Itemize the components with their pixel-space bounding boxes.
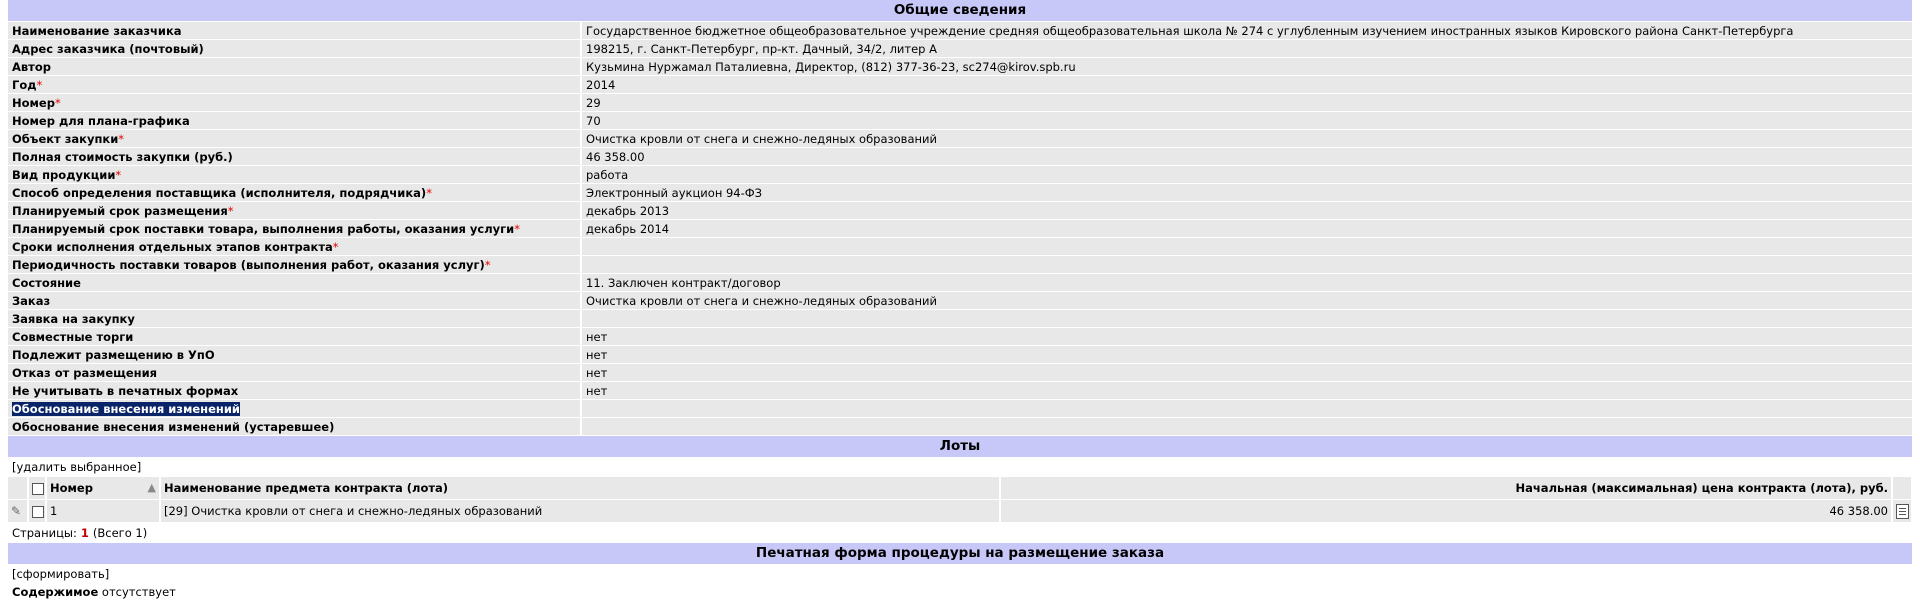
info-row (8, 58, 1912, 76)
info-label-cell (8, 202, 581, 220)
lots-header-blank (8, 477, 28, 500)
info-label-cell (8, 382, 581, 400)
lot-select-checkbox[interactable] (32, 506, 44, 518)
info-value: Электронный аукцион 94-ФЗ (581, 184, 1912, 202)
info-label-cell (8, 148, 581, 166)
lots-header-number-label: Номер (50, 481, 93, 495)
info-row (8, 346, 1912, 364)
info-row (8, 238, 1912, 256)
info-value: 46 358.00 (581, 148, 1912, 166)
info-row (8, 130, 1912, 148)
lots-header-number[interactable] (46, 477, 160, 500)
info-label: Состояние (12, 275, 81, 290)
info-label-cell (8, 112, 581, 130)
content-value: отсутствует (101, 585, 176, 599)
lots-header-price[interactable]: Начальная (максимальная) цена контракта (лота), руб. (1000, 477, 1892, 500)
info-value: 70 (581, 112, 1912, 130)
lots-section-title: Лоты (8, 436, 1912, 458)
info-label: Сроки исполнения отдельных этапов контракта (12, 239, 333, 254)
info-row (8, 364, 1912, 382)
required-mark: * (118, 131, 125, 146)
info-label: Планируемый срок размещения (12, 203, 228, 218)
info-row (8, 256, 1912, 274)
required-mark: * (484, 257, 491, 272)
info-label: Обоснование внесения изменений (устаревшее) (12, 419, 335, 434)
required-mark: * (227, 203, 234, 218)
pager-total: (Всего 1) (92, 526, 148, 540)
select-all-checkbox[interactable] (32, 483, 44, 495)
info-value: 2014 (581, 76, 1912, 94)
print-form-content (8, 584, 1912, 601)
info-value (581, 418, 1912, 436)
lot-price: 46 358.00 (1000, 500, 1892, 523)
info-label-cell (8, 346, 581, 364)
info-label: Наименование заказчика (12, 23, 182, 38)
info-label: Полная стоимость закупки (руб.) (12, 149, 233, 164)
required-mark: * (54, 95, 61, 110)
pager-label: Страницы: (12, 526, 77, 540)
info-label: Номер (12, 95, 55, 110)
print-form-section-title: Печатная форма процедуры на размещение заказа (8, 543, 1912, 565)
info-row (8, 274, 1912, 292)
info-value (581, 256, 1912, 274)
info-value: работа (581, 166, 1912, 184)
lot-row (8, 500, 1912, 523)
required-mark: * (115, 167, 122, 182)
info-value: Государственное бюджетное общеобразовательное учреждение средняя общеобразовательная школа № 274 с углубленным изучением иностранных языков Кировского района Санкт-Петербурга (581, 22, 1912, 40)
info-label-cell (8, 22, 581, 40)
info-label-cell (8, 130, 581, 148)
info-label-cell (8, 274, 581, 292)
lot-edit-cell (8, 500, 28, 523)
info-value: нет (581, 346, 1912, 364)
info-label-cell (8, 58, 581, 76)
info-row (8, 184, 1912, 202)
info-label: Периодичность поставки товаров (выполнения работ, оказания услуг) (12, 257, 485, 272)
info-label: Подлежит размещению в УпО (12, 347, 215, 362)
document-icon[interactable] (1896, 504, 1909, 519)
info-row (8, 166, 1912, 184)
required-mark: * (426, 185, 432, 200)
lot-name: [29] Очистка кровли от снега и снежно-ледяных образований (160, 500, 1000, 523)
info-row (8, 400, 1912, 418)
info-value: Очистка кровли от снега и снежно-ледяных образований (581, 130, 1912, 148)
info-label-cell (8, 364, 581, 382)
info-label: Автор (12, 59, 51, 74)
general-section-title: Общие сведения (8, 0, 1912, 22)
general-info-table (8, 22, 1912, 436)
lot-doc-cell (1892, 500, 1912, 523)
info-label-cell (8, 238, 581, 256)
info-row (8, 292, 1912, 310)
info-label: Заявка на закупку (12, 311, 135, 326)
required-mark: * (332, 239, 339, 254)
info-label: Год (12, 77, 37, 92)
pager-current-page[interactable]: 1 (80, 526, 89, 540)
info-row (8, 418, 1912, 436)
lots-header-row (8, 477, 1912, 500)
info-value (581, 238, 1912, 256)
lot-checkbox-cell (28, 500, 46, 523)
info-value: 198215, г. Санкт-Петербург, пр-кт. Дачный, 34/2, литер А (581, 40, 1912, 58)
info-value (581, 310, 1912, 328)
info-label-cell (8, 310, 581, 328)
lots-header-name[interactable]: Наименование предмета контракта (лота) (160, 477, 1000, 500)
info-value: нет (581, 364, 1912, 382)
info-row (8, 22, 1912, 40)
info-value: нет (581, 382, 1912, 400)
info-row (8, 202, 1912, 220)
info-label-cell (8, 328, 581, 346)
info-row (8, 328, 1912, 346)
info-row (8, 112, 1912, 130)
info-value (581, 400, 1912, 418)
info-label-cell (8, 76, 581, 94)
info-value: Очистка кровли от снега и снежно-ледяных образований (581, 292, 1912, 310)
info-value: декабрь 2014 (581, 220, 1912, 238)
info-label-cell (8, 220, 581, 238)
info-value: 11. Заключен контракт/договор (581, 274, 1912, 292)
info-label-cell (8, 40, 581, 58)
lots-header-checkbox-cell (28, 477, 46, 500)
info-label-cell (8, 256, 581, 274)
page (8, 0, 1912, 601)
info-label: Планируемый срок поставки товара, выполнения работы, оказания услуги (12, 221, 515, 236)
info-row (8, 310, 1912, 328)
lots-toolbar (8, 458, 1912, 477)
pager (8, 523, 1912, 543)
info-label-cell (8, 166, 581, 184)
info-label: Обоснование внесения изменений (12, 401, 240, 416)
info-value: декабрь 2013 (581, 202, 1912, 220)
info-value: нет (581, 328, 1912, 346)
info-label: Вид продукции (12, 167, 116, 182)
generate-link[interactable]: [сформировать] (12, 567, 110, 581)
info-row (8, 76, 1912, 94)
info-label-cell (8, 184, 581, 202)
required-mark: * (514, 221, 520, 236)
content-label: Содержимое (12, 585, 99, 599)
edit-lot-icon[interactable]: ✎ (11, 504, 22, 518)
sort-up-icon[interactable]: ▲ (147, 481, 156, 494)
info-label: Заказ (12, 293, 51, 308)
info-row (8, 382, 1912, 400)
info-label-cell (8, 400, 581, 418)
lots-header-blank-right (1892, 477, 1912, 500)
info-label: Объект закупки (12, 131, 119, 146)
info-row (8, 94, 1912, 112)
info-value: 29 (581, 94, 1912, 112)
required-mark: * (36, 77, 43, 92)
info-label: Отказ от размещения (12, 365, 158, 380)
info-label-cell (8, 418, 581, 436)
info-label: Совместные торги (12, 329, 134, 344)
delete-selected-link[interactable]: [удалить выбранное] (12, 460, 142, 474)
info-label: Адрес заказчика (почтовый) (12, 41, 204, 56)
info-row (8, 220, 1912, 238)
info-label: Способ определения поставщика (исполнителя, подрядчика) (12, 185, 427, 200)
info-value: Кузьмина Нуржамал Паталиевна, Директор, (812) 377-36-23, sc274@kirov.spb.ru (581, 58, 1912, 76)
info-row (8, 40, 1912, 58)
info-label: Не учитывать в печатных формах (12, 383, 239, 398)
lots-table (8, 477, 1913, 523)
info-label-cell (8, 292, 581, 310)
print-form-toolbar (8, 565, 1912, 584)
info-label: Номер для плана-графика (12, 113, 190, 128)
info-row (8, 148, 1912, 166)
info-label-cell (8, 94, 581, 112)
lot-number: 1 (46, 500, 160, 523)
